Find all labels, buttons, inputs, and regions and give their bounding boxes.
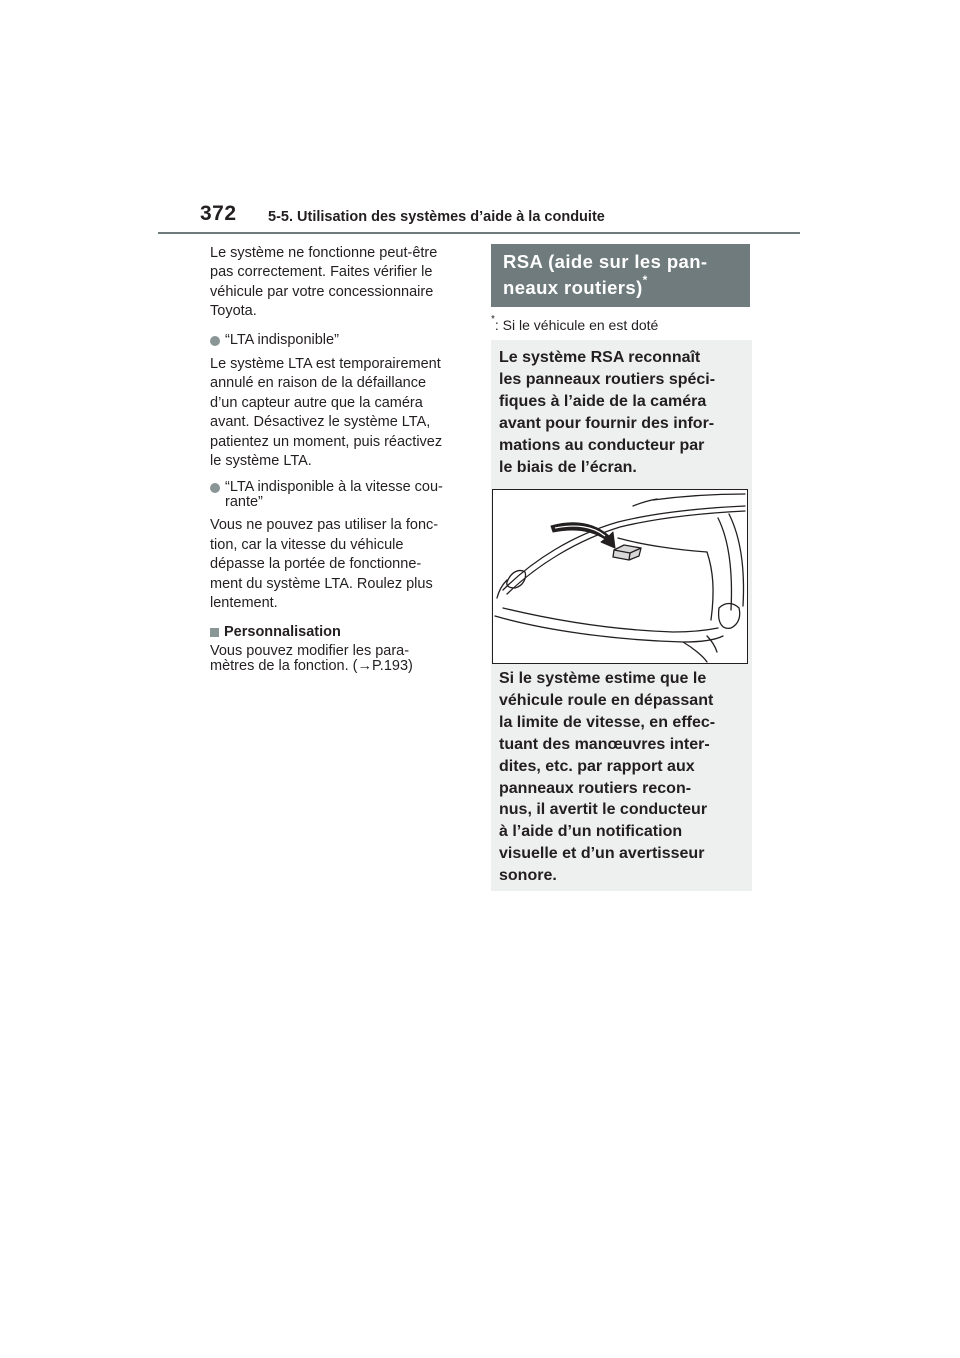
left-column	[210, 244, 472, 674]
windshield-camera-drawing	[493, 490, 747, 663]
customization-heading	[210, 623, 472, 642]
page-header	[200, 202, 840, 232]
lta-speed-paragraph	[210, 516, 472, 613]
text-line: d’un capteur autre que la caméra	[210, 394, 423, 411]
text-line: à l’aide d’un notification	[499, 823, 683, 841]
bullet-dot-icon	[210, 336, 220, 346]
text-line: véhicule par votre concessionnaire	[210, 283, 434, 300]
text-line: Le système LTA est temporairement	[210, 356, 441, 373]
text-line: tuant des manœuvres inter-	[499, 735, 710, 753]
text-line: véhicule roule en dépassant	[499, 691, 714, 709]
text-line: mètres de la fonction. (→P.193)	[210, 657, 413, 674]
text-line: Si le système estime que le	[499, 670, 707, 687]
text-line: mations au conducteur par	[499, 436, 705, 454]
rsa-title-line	[503, 273, 648, 299]
text-line: Toyota.	[210, 303, 257, 320]
intro-paragraph	[210, 244, 472, 322]
text-line: Vous ne pouvez pas utiliser la fonc-	[210, 517, 439, 534]
text-line: les panneaux routiers spéci-	[499, 370, 716, 388]
rsa-title-text: neaux routiers)	[503, 277, 643, 298]
text-line: le biais de l’écran.	[499, 458, 637, 476]
text-line: dites, etc. par rapport aux	[499, 757, 695, 775]
text-line: patientez un moment, puis réactivez	[210, 433, 443, 450]
text-line: Vous pouvez modifier les para-	[210, 642, 410, 659]
text-line: Le système RSA reconnaît	[499, 349, 701, 366]
rsa-info-box	[491, 340, 752, 891]
windshield-camera-illustration	[492, 489, 748, 664]
text-line: avant pour fournir des infor-	[499, 414, 715, 432]
text-line: la limite de vitesse, en effec-	[499, 713, 716, 731]
rsa-section-title	[491, 244, 750, 307]
lta-unavailable-paragraph	[210, 355, 472, 471]
square-bullet-icon	[210, 628, 219, 637]
bullet-item-lta-speed	[210, 480, 472, 510]
text-line: panneaux routiers recon-	[499, 779, 692, 797]
text-line: visuelle et d’un avertisseur	[499, 845, 705, 863]
page-number: 372	[200, 202, 237, 225]
bullet-dot-icon	[210, 483, 220, 493]
section-title: 5-5. Utilisation des systèmes d’aide à la conduite	[268, 209, 605, 225]
bullet-title: rante”	[225, 494, 263, 511]
text-line: annulé en raison de la défaillance	[210, 375, 427, 392]
footnote-marker: *	[491, 314, 495, 325]
rsa-detail-text	[499, 668, 715, 887]
rsa-title-marker: *	[642, 273, 648, 287]
text-line: Le système ne fonctionne peut-être	[210, 245, 438, 261]
text-line: avant. Désactivez le système LTA,	[210, 414, 431, 431]
rsa-intro-text	[499, 347, 715, 478]
header-rule	[158, 232, 800, 234]
text-line: dépasse la portée de fonctionne-	[210, 556, 422, 573]
bullet-title: “LTA indisponible à la vitesse cou-	[225, 479, 443, 496]
text-line: lentement.	[210, 595, 278, 612]
bullet-item-lta-unavailable	[210, 331, 472, 350]
customization-heading-text: Personnalisation	[224, 623, 341, 640]
text-line: fiques à l’aide de la caméra	[499, 392, 707, 410]
text-line: sonore.	[499, 867, 557, 885]
footnote-text: : Si le véhicule en est doté	[494, 317, 659, 333]
rsa-title-line: RSA (aide sur les pan-	[503, 251, 708, 272]
footnote	[491, 314, 659, 333]
customization-paragraph	[210, 644, 472, 674]
text-line: nus, il avertit le conducteur	[499, 801, 708, 819]
text-line: pas correctement. Faites vérifier le	[210, 264, 433, 281]
bullet-title: “LTA indisponible”	[225, 331, 339, 348]
text-line: le système LTA.	[210, 453, 312, 470]
text-line: ment du système LTA. Roulez plus	[210, 575, 433, 592]
text-line: tion, car la vitesse du véhicule	[210, 536, 404, 553]
